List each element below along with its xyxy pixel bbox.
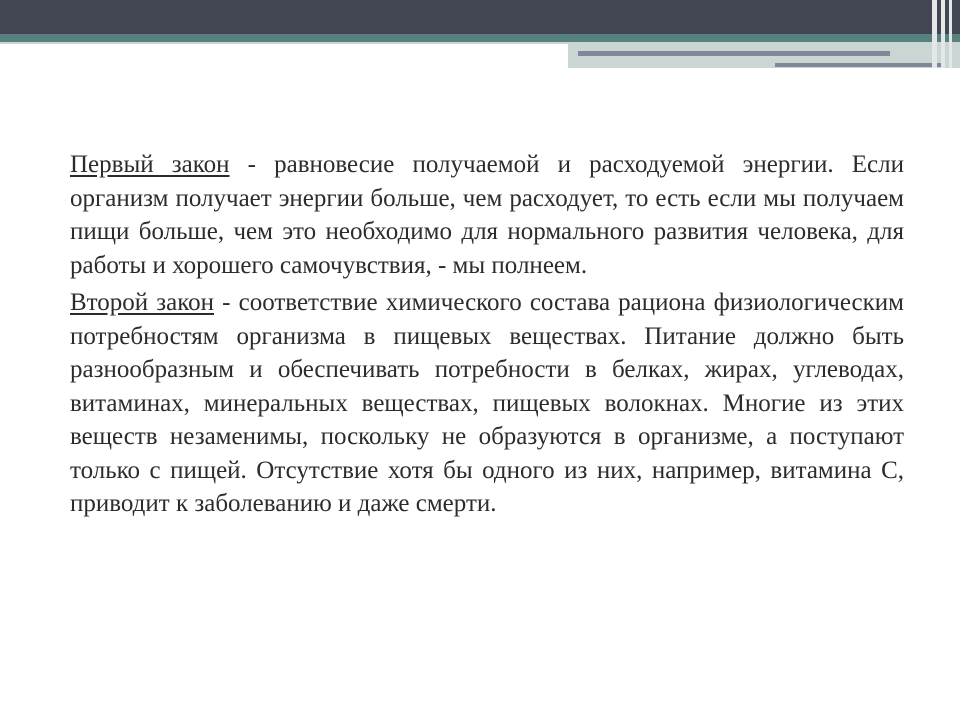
first-law-text: - равновесие получаемой и расходуемой энергии. Если организм получает энергии больше, чем расходует, то есть если мы получаем пищи больше, чем это необходимо для нормального развития человека, для работы и хорошего самочувствия, - мы полнеем. bbox=[70, 151, 904, 279]
paragraph-first-law bbox=[70, 148, 904, 282]
paragraph-second-law bbox=[70, 286, 904, 521]
slide-corner-bar-3 bbox=[949, 0, 952, 68]
second-law-title: Второй закон bbox=[70, 289, 215, 316]
slide-accent-line-bottom bbox=[775, 63, 942, 67]
slide-corner-bar-2 bbox=[941, 0, 945, 68]
slide-header-bar bbox=[0, 0, 960, 34]
slide-teal-stripe bbox=[0, 34, 960, 42]
first-law-title: Первый закон bbox=[70, 151, 230, 178]
slide-accent-line-top bbox=[578, 51, 890, 56]
slide-corner-bar-1 bbox=[932, 0, 937, 68]
slide-body bbox=[70, 148, 904, 525]
second-law-text: - соответствие химического состава рациона физиологическим потребностям организма в пищевых веществах. Питание должно быть разнообразным и обеспечивать потребности в белках, жирах, углеводах, витаминах, минеральных веществах, пищевых волокнах. Многие из этих веществ незаменимы, поскольку не образуются в организме, а поступают только с пищей. Отсутствие хотя бы одного из них, например, витамина С, приводит к заболеванию и даже смерти. bbox=[70, 289, 904, 517]
slide-teal-underline bbox=[0, 42, 570, 44]
